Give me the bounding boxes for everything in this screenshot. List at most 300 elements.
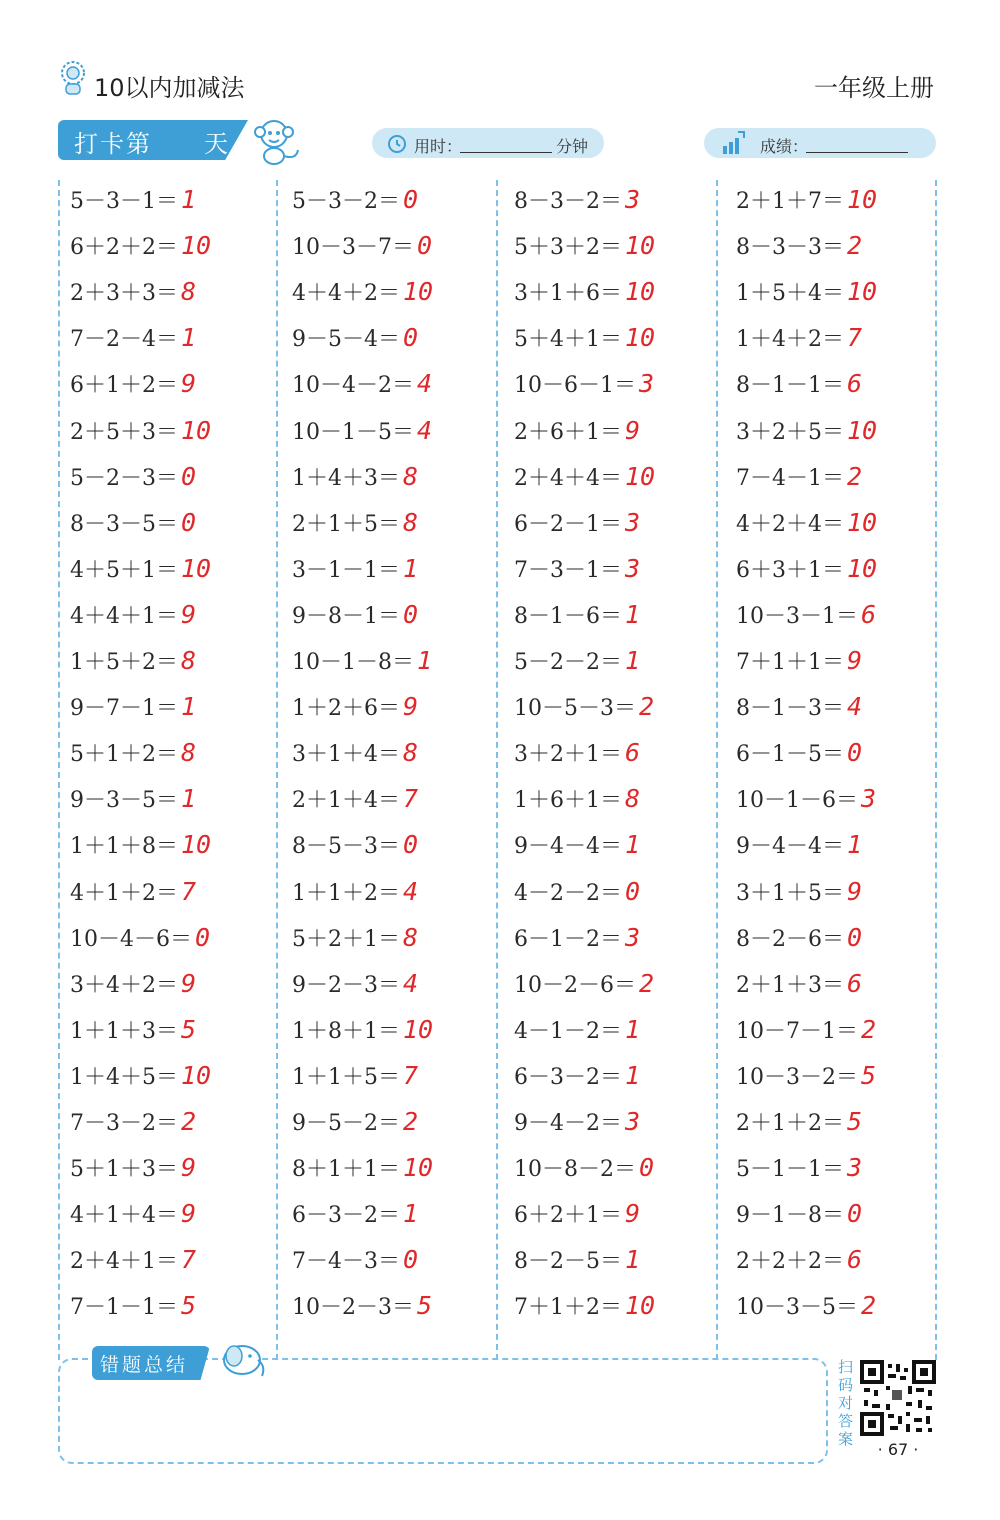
handwritten-answer[interactable]: 9 bbox=[403, 692, 419, 722]
handwritten-answer[interactable]: 10 bbox=[181, 830, 212, 860]
handwritten-answer[interactable]: 10 bbox=[403, 1014, 434, 1044]
equation-row bbox=[292, 414, 432, 448]
equation-question: 10－1－8＝ bbox=[292, 650, 414, 675]
lion-logo-icon bbox=[58, 60, 88, 96]
handwritten-answer[interactable]: 0 bbox=[403, 830, 419, 860]
equation-question: 5－1－1＝ bbox=[736, 1157, 844, 1183]
handwritten-answer[interactable]: 0 bbox=[403, 185, 419, 214]
handwritten-answer[interactable]: 0 bbox=[181, 461, 197, 491]
handwritten-answer[interactable]: 1 bbox=[181, 185, 197, 214]
equation-question: 6－3－2＝ bbox=[514, 1064, 622, 1090]
equation-row bbox=[70, 921, 210, 955]
equation-row bbox=[292, 598, 418, 632]
equation-row bbox=[736, 506, 877, 540]
equation-question: 7－3－1＝ bbox=[514, 557, 622, 583]
equation-row bbox=[70, 598, 196, 632]
equation-row bbox=[514, 229, 655, 263]
equation-row bbox=[736, 1289, 876, 1323]
equation-question: 2＋4＋4＝ bbox=[514, 465, 622, 491]
equation-row bbox=[514, 1243, 640, 1277]
column-border-right bbox=[935, 180, 937, 1360]
equation-row bbox=[292, 1013, 433, 1047]
handwritten-answer[interactable]: 10 bbox=[625, 231, 656, 261]
time-blank[interactable] bbox=[460, 152, 552, 153]
equation-question: 5－3－2＝ bbox=[292, 189, 400, 214]
equation-row bbox=[736, 875, 862, 909]
equation-question: 5＋1＋2＝ bbox=[70, 742, 178, 768]
equation-row bbox=[292, 460, 418, 494]
equation-row bbox=[292, 1105, 418, 1139]
handwritten-answer[interactable]: 4 bbox=[403, 968, 419, 998]
handwritten-answer[interactable]: 7 bbox=[403, 784, 419, 814]
qr-code-icon[interactable] bbox=[860, 1360, 936, 1436]
score-blank[interactable] bbox=[806, 152, 908, 153]
handwritten-answer[interactable]: 8 bbox=[181, 277, 197, 307]
elephant-icon bbox=[212, 1338, 268, 1382]
handwritten-answer[interactable]: 4 bbox=[403, 876, 419, 906]
equation-question: 2＋4＋1＝ bbox=[70, 1249, 178, 1275]
handwritten-answer[interactable]: 1 bbox=[625, 830, 641, 860]
equation-row bbox=[514, 782, 640, 816]
equation-question: 5－2－3＝ bbox=[70, 465, 178, 491]
equation-row bbox=[736, 460, 862, 494]
checkin-day: 天 bbox=[204, 130, 228, 158]
handwritten-answer[interactable]: 9 bbox=[847, 646, 863, 675]
handwritten-answer[interactable]: 6 bbox=[847, 369, 863, 399]
handwritten-answer[interactable]: 3 bbox=[625, 553, 641, 583]
equation-row bbox=[514, 1013, 640, 1047]
equation-question: 10－3－7＝ bbox=[292, 235, 414, 261]
handwritten-answer[interactable]: 6 bbox=[847, 1245, 863, 1275]
handwritten-answer[interactable]: 9 bbox=[625, 1199, 641, 1229]
handwritten-answer[interactable]: 10 bbox=[847, 277, 878, 307]
equation-question: 10－3－2＝ bbox=[736, 1064, 858, 1090]
equation-row bbox=[736, 1013, 876, 1047]
handwritten-answer[interactable]: 2 bbox=[639, 968, 655, 998]
equation-question: 10－6－1＝ bbox=[514, 373, 636, 399]
handwritten-answer[interactable]: 1 bbox=[625, 1245, 641, 1275]
handwritten-answer[interactable]: 8 bbox=[403, 507, 419, 537]
handwritten-answer[interactable]: 2 bbox=[861, 1014, 877, 1044]
equation-row bbox=[514, 506, 640, 540]
equation-row bbox=[514, 1059, 640, 1093]
equation-row bbox=[514, 598, 640, 632]
equation-question: 4＋4＋1＝ bbox=[70, 603, 178, 629]
handwritten-answer[interactable]: 1 bbox=[625, 1014, 641, 1044]
equation-row bbox=[736, 229, 862, 263]
equation-row bbox=[292, 736, 418, 770]
handwritten-answer[interactable]: 8 bbox=[403, 738, 419, 768]
equation-question: 4＋1＋2＝ bbox=[70, 880, 178, 906]
handwritten-answer[interactable]: 3 bbox=[861, 784, 877, 814]
equation-question: 6＋2＋1＝ bbox=[514, 1203, 622, 1229]
equation-row bbox=[514, 321, 655, 355]
equation-row bbox=[736, 1105, 862, 1139]
equation-row bbox=[292, 506, 418, 540]
equation-row bbox=[736, 782, 876, 816]
equation-question: 8－2－5＝ bbox=[514, 1249, 622, 1275]
equation-question: 3－1－1＝ bbox=[292, 557, 400, 583]
equation-row bbox=[292, 1289, 432, 1323]
handwritten-answer[interactable]: 9 bbox=[181, 1199, 197, 1229]
handwritten-answer[interactable]: 1 bbox=[181, 692, 197, 722]
equation-row bbox=[514, 690, 654, 724]
equation-question: 10－4－6＝ bbox=[70, 926, 192, 952]
equation-row bbox=[292, 367, 432, 401]
equation-row bbox=[292, 229, 432, 263]
handwritten-answer[interactable]: 7 bbox=[403, 1060, 419, 1090]
equation-row bbox=[70, 690, 196, 724]
equation-question: 1＋1＋5＝ bbox=[292, 1064, 400, 1090]
equation-row bbox=[70, 736, 196, 770]
handwritten-answer[interactable]: 6 bbox=[847, 968, 863, 998]
grade-label: 一年级上册 bbox=[814, 74, 934, 102]
equation-question: 2＋1＋4＝ bbox=[292, 788, 400, 814]
equation-row bbox=[514, 736, 640, 770]
equation-question: 1＋4＋5＝ bbox=[70, 1064, 178, 1090]
equation-row bbox=[736, 414, 877, 448]
equation-question: 8－1－1＝ bbox=[736, 373, 844, 399]
equation-question: 7－2－4＝ bbox=[70, 327, 178, 353]
equation-question: 2＋5＋3＝ bbox=[70, 419, 178, 445]
equation-question: 3＋4＋2＝ bbox=[70, 972, 178, 998]
handwritten-answer[interactable]: 7 bbox=[847, 323, 863, 353]
equation-question: 1＋2＋6＝ bbox=[292, 696, 400, 722]
equation-question: 8－3－2＝ bbox=[514, 189, 622, 214]
equation-question: 1＋1＋3＝ bbox=[70, 1018, 178, 1044]
handwritten-answer[interactable]: 10 bbox=[403, 277, 434, 307]
handwritten-answer[interactable]: 1 bbox=[403, 553, 419, 583]
handwritten-answer[interactable]: 5 bbox=[181, 1291, 197, 1321]
equation-row bbox=[736, 736, 862, 770]
equation-row bbox=[514, 414, 640, 448]
handwritten-answer[interactable]: 10 bbox=[847, 507, 878, 537]
equation-question: 10－1－6＝ bbox=[736, 788, 858, 814]
handwritten-answer[interactable]: 1 bbox=[625, 599, 641, 629]
equation-row bbox=[292, 552, 418, 586]
equation-row bbox=[736, 367, 862, 401]
equation-question: 1＋4＋3＝ bbox=[292, 465, 400, 491]
equation-question: 2＋2＋2＝ bbox=[736, 1249, 844, 1275]
equation-question: 9－3－5＝ bbox=[70, 788, 178, 814]
equation-question: 6－2－1＝ bbox=[514, 511, 622, 537]
equation-question: 8－3－5＝ bbox=[70, 511, 178, 537]
equation-row bbox=[70, 275, 196, 309]
equation-row bbox=[70, 321, 196, 355]
handwritten-answer[interactable]: 7 bbox=[181, 876, 197, 906]
equation-question: 2＋1＋3＝ bbox=[736, 972, 844, 998]
equation-row bbox=[736, 552, 877, 586]
equation-question: 7＋1＋1＝ bbox=[736, 650, 844, 675]
equation-row bbox=[70, 875, 196, 909]
equation-question: 8－2－6＝ bbox=[736, 926, 844, 952]
equation-question: 4＋4＋2＝ bbox=[292, 281, 400, 307]
equation-question: 6－1－5＝ bbox=[736, 742, 844, 768]
trophy-chart-icon bbox=[720, 130, 746, 156]
handwritten-answer[interactable]: 7 bbox=[181, 1245, 197, 1275]
handwritten-answer[interactable]: 2 bbox=[403, 1107, 419, 1136]
handwritten-answer[interactable]: 0 bbox=[847, 738, 863, 768]
handwritten-answer[interactable]: 3 bbox=[625, 185, 641, 214]
clock-icon bbox=[386, 132, 408, 154]
handwritten-answer[interactable]: 2 bbox=[639, 692, 655, 722]
handwritten-answer[interactable]: 6 bbox=[625, 738, 641, 768]
equation-row bbox=[292, 875, 418, 909]
equation-question: 1＋6＋1＝ bbox=[514, 788, 622, 814]
equation-question: 7－4－1＝ bbox=[736, 465, 844, 491]
equation-question: 4＋2＋4＝ bbox=[736, 511, 844, 537]
handwritten-answer[interactable]: 4 bbox=[847, 692, 863, 722]
equation-question: 1＋5＋2＝ bbox=[70, 650, 178, 675]
equation-row bbox=[70, 552, 211, 586]
column-divider bbox=[716, 180, 718, 1360]
equation-row bbox=[70, 828, 211, 862]
equation-question: 5－2－2＝ bbox=[514, 650, 622, 675]
equation-row bbox=[292, 1151, 433, 1185]
handwritten-answer[interactable]: 10 bbox=[403, 1153, 434, 1183]
equation-row bbox=[736, 921, 862, 955]
equation-row bbox=[514, 367, 654, 401]
handwritten-answer[interactable]: 3 bbox=[847, 1153, 863, 1183]
equation-row bbox=[70, 414, 211, 448]
equation-row bbox=[514, 828, 640, 862]
equation-row bbox=[514, 1289, 655, 1323]
equation-question: 3＋1＋6＝ bbox=[514, 281, 622, 307]
handwritten-answer[interactable]: 9 bbox=[625, 415, 641, 445]
time-unit: 分钟 bbox=[556, 137, 589, 156]
equation-row bbox=[292, 921, 418, 955]
handwritten-answer[interactable]: 2 bbox=[181, 1107, 197, 1136]
equation-row bbox=[292, 690, 418, 724]
handwritten-answer[interactable]: 9 bbox=[847, 876, 863, 906]
handwritten-answer[interactable]: 10 bbox=[625, 277, 656, 307]
equation-row bbox=[514, 1105, 640, 1139]
handwritten-answer[interactable]: 8 bbox=[181, 646, 197, 675]
equation-row bbox=[292, 321, 418, 355]
equation-question: 8－1－6＝ bbox=[514, 603, 622, 629]
handwritten-answer[interactable]: 1 bbox=[625, 646, 641, 675]
handwritten-answer[interactable]: 4 bbox=[417, 369, 433, 399]
handwritten-answer[interactable]: 5 bbox=[417, 1291, 433, 1321]
handwritten-answer[interactable]: 1 bbox=[181, 323, 197, 353]
equation-row bbox=[514, 183, 640, 217]
equation-question: 9－4－4＝ bbox=[736, 834, 844, 860]
equation-question: 8－3－3＝ bbox=[736, 235, 844, 261]
equation-row bbox=[292, 1059, 418, 1093]
equation-question: 9－4－2＝ bbox=[514, 1111, 622, 1136]
equation-question: 10－3－1＝ bbox=[736, 603, 858, 629]
equation-question: 1＋8＋1＝ bbox=[292, 1018, 400, 1044]
equation-row bbox=[292, 275, 433, 309]
equation-row bbox=[736, 183, 877, 217]
equation-row bbox=[514, 275, 655, 309]
equation-row bbox=[736, 644, 862, 678]
handwritten-answer[interactable]: 1 bbox=[417, 646, 433, 675]
handwritten-answer[interactable]: 2 bbox=[847, 231, 863, 261]
equation-row bbox=[736, 275, 877, 309]
handwritten-answer[interactable]: 3 bbox=[625, 1107, 641, 1136]
equation-question: 10－2－6＝ bbox=[514, 972, 636, 998]
handwritten-answer[interactable]: 10 bbox=[625, 1291, 656, 1321]
equation-row bbox=[70, 1289, 196, 1323]
equation-question: 6－1－2＝ bbox=[514, 926, 622, 952]
equation-row bbox=[70, 367, 196, 401]
equation-row bbox=[736, 690, 862, 724]
score-label: 成绩： bbox=[760, 137, 809, 156]
equation-row bbox=[514, 552, 640, 586]
handwritten-answer[interactable]: 0 bbox=[417, 231, 433, 261]
equation-question: 7－3－2＝ bbox=[70, 1111, 178, 1136]
handwritten-answer[interactable]: 9 bbox=[181, 968, 197, 998]
equation-row bbox=[514, 1197, 640, 1231]
handwritten-answer[interactable]: 3 bbox=[639, 369, 655, 399]
equation-question: 3＋1＋5＝ bbox=[736, 880, 844, 906]
equation-question: 8＋1＋1＝ bbox=[292, 1157, 400, 1183]
equation-question: 9－7－1＝ bbox=[70, 696, 178, 722]
handwritten-answer[interactable]: 9 bbox=[181, 599, 197, 629]
handwritten-answer[interactable]: 2 bbox=[847, 461, 863, 491]
handwritten-answer[interactable]: 4 bbox=[417, 415, 433, 445]
equation-row bbox=[292, 1197, 418, 1231]
equation-row bbox=[70, 1197, 196, 1231]
handwritten-answer[interactable]: 5 bbox=[181, 1014, 197, 1044]
book-title: 10以内加减法 bbox=[94, 74, 245, 102]
equation-row bbox=[514, 967, 654, 1001]
handwritten-answer[interactable]: 8 bbox=[403, 461, 419, 491]
equation-question: 9－2－3＝ bbox=[292, 972, 400, 998]
handwritten-answer[interactable]: 8 bbox=[403, 922, 419, 952]
equation-question: 10－1－5＝ bbox=[292, 419, 414, 445]
equation-question: 10－4－2＝ bbox=[292, 373, 414, 399]
checkin-prefix: 打卡第 bbox=[74, 130, 152, 158]
equation-question: 5＋2＋1＝ bbox=[292, 926, 400, 952]
handwritten-answer[interactable]: 10 bbox=[181, 231, 212, 261]
equation-question: 6－3－2＝ bbox=[292, 1203, 400, 1229]
equation-question: 6＋1＋2＝ bbox=[70, 373, 178, 399]
equation-row bbox=[736, 598, 876, 632]
equation-question: 1＋4＋2＝ bbox=[736, 327, 844, 353]
handwritten-answer[interactable]: 0 bbox=[181, 507, 197, 537]
equation-row bbox=[70, 183, 196, 217]
equation-row bbox=[292, 183, 418, 217]
equation-question: 9－4－4＝ bbox=[514, 834, 622, 860]
column-divider bbox=[496, 180, 498, 1360]
equation-question: 10－5－3＝ bbox=[514, 696, 636, 722]
equation-row bbox=[292, 828, 418, 862]
handwritten-answer[interactable]: 8 bbox=[181, 738, 197, 768]
handwritten-answer[interactable]: 0 bbox=[625, 876, 641, 906]
handwritten-answer[interactable]: 10 bbox=[181, 415, 212, 445]
handwritten-answer[interactable]: 1 bbox=[403, 1199, 419, 1229]
equation-row bbox=[736, 1151, 862, 1185]
handwritten-answer[interactable]: 6 bbox=[861, 599, 877, 629]
handwritten-answer[interactable]: 10 bbox=[181, 553, 212, 583]
scan-answer-label: 扫码对答案 bbox=[838, 1358, 854, 1448]
equation-question: 5＋1＋3＝ bbox=[70, 1157, 178, 1183]
handwritten-answer[interactable]: 10 bbox=[625, 323, 656, 353]
handwritten-answer[interactable]: 0 bbox=[195, 922, 211, 952]
handwritten-answer[interactable]: 0 bbox=[847, 1199, 863, 1229]
equation-question: 4＋1＋4＝ bbox=[70, 1203, 178, 1229]
handwritten-answer[interactable]: 0 bbox=[639, 1153, 655, 1183]
equation-row bbox=[70, 460, 196, 494]
equation-row bbox=[514, 1151, 654, 1185]
equation-question: 6＋3＋1＝ bbox=[736, 557, 844, 583]
handwritten-answer[interactable]: 10 bbox=[847, 553, 878, 583]
handwritten-answer[interactable]: 1 bbox=[847, 830, 863, 860]
handwritten-answer[interactable]: 2 bbox=[861, 1291, 877, 1321]
handwritten-answer[interactable]: 10 bbox=[625, 461, 656, 491]
equation-question: 3＋2＋1＝ bbox=[514, 742, 622, 768]
equation-row bbox=[70, 229, 211, 263]
handwritten-answer[interactable]: 10 bbox=[181, 1060, 212, 1090]
equation-row bbox=[70, 1013, 196, 1047]
equation-row bbox=[70, 967, 196, 1001]
handwritten-answer[interactable]: 0 bbox=[403, 1245, 419, 1275]
equation-question: 4－1－2＝ bbox=[514, 1018, 622, 1044]
equation-question: 7＋1＋2＝ bbox=[514, 1295, 622, 1321]
equation-question: 9－8－1＝ bbox=[292, 603, 400, 629]
equation-question: 5－3－1＝ bbox=[70, 189, 178, 214]
handwritten-answer[interactable]: 8 bbox=[625, 784, 641, 814]
equation-question: 6＋2＋2＝ bbox=[70, 235, 178, 261]
handwritten-answer[interactable]: 5 bbox=[847, 1107, 863, 1136]
handwritten-answer[interactable]: 0 bbox=[403, 599, 419, 629]
equation-row bbox=[292, 967, 418, 1001]
equation-question: 5＋4＋1＝ bbox=[514, 327, 622, 353]
equation-question: 2＋1＋5＝ bbox=[292, 511, 400, 537]
equation-question: 1＋5＋4＝ bbox=[736, 281, 844, 307]
equation-question: 2＋3＋3＝ bbox=[70, 281, 178, 307]
equation-question: 3＋1＋4＝ bbox=[292, 742, 400, 768]
handwritten-answer[interactable]: 3 bbox=[625, 507, 641, 537]
handwritten-answer[interactable]: 1 bbox=[181, 784, 197, 814]
equation-question: 1＋1＋2＝ bbox=[292, 880, 400, 906]
column-border-left bbox=[58, 180, 60, 1360]
equation-row bbox=[70, 1059, 211, 1093]
equation-question: 1＋1＋8＝ bbox=[70, 834, 178, 860]
handwritten-answer[interactable]: 10 bbox=[847, 415, 878, 445]
equation-question: 10－2－3＝ bbox=[292, 1295, 414, 1321]
equation-row bbox=[70, 1243, 196, 1277]
equation-question: 5＋3＋2＝ bbox=[514, 235, 622, 261]
equation-row bbox=[292, 644, 432, 678]
equation-row bbox=[292, 1243, 418, 1277]
equation-row bbox=[736, 967, 862, 1001]
handwritten-answer[interactable]: 9 bbox=[181, 1153, 197, 1183]
equation-row bbox=[514, 921, 640, 955]
equation-question: 10－3－5＝ bbox=[736, 1295, 858, 1321]
handwritten-answer[interactable]: 5 bbox=[861, 1060, 877, 1090]
equation-question: 7－4－3＝ bbox=[292, 1249, 400, 1275]
time-label: 用时： bbox=[414, 137, 463, 156]
handwritten-answer[interactable]: 10 bbox=[847, 185, 878, 214]
handwritten-answer[interactable]: 9 bbox=[181, 369, 197, 399]
equation-question: 2＋1＋7＝ bbox=[736, 189, 844, 214]
equation-row bbox=[514, 875, 640, 909]
handwritten-answer[interactable]: 0 bbox=[403, 323, 419, 353]
summary-title: 错题总结 bbox=[100, 1354, 189, 1376]
monkey-icon bbox=[248, 116, 304, 166]
page-number: · 67 · bbox=[877, 1440, 919, 1459]
equation-row bbox=[736, 1197, 862, 1231]
handwritten-answer[interactable]: 1 bbox=[625, 1060, 641, 1090]
handwritten-answer[interactable]: 0 bbox=[847, 922, 863, 952]
equation-row bbox=[70, 506, 196, 540]
equation-question: 10－7－1＝ bbox=[736, 1018, 858, 1044]
handwritten-answer[interactable]: 3 bbox=[625, 922, 641, 952]
equation-question: 4＋5＋1＝ bbox=[70, 557, 178, 583]
